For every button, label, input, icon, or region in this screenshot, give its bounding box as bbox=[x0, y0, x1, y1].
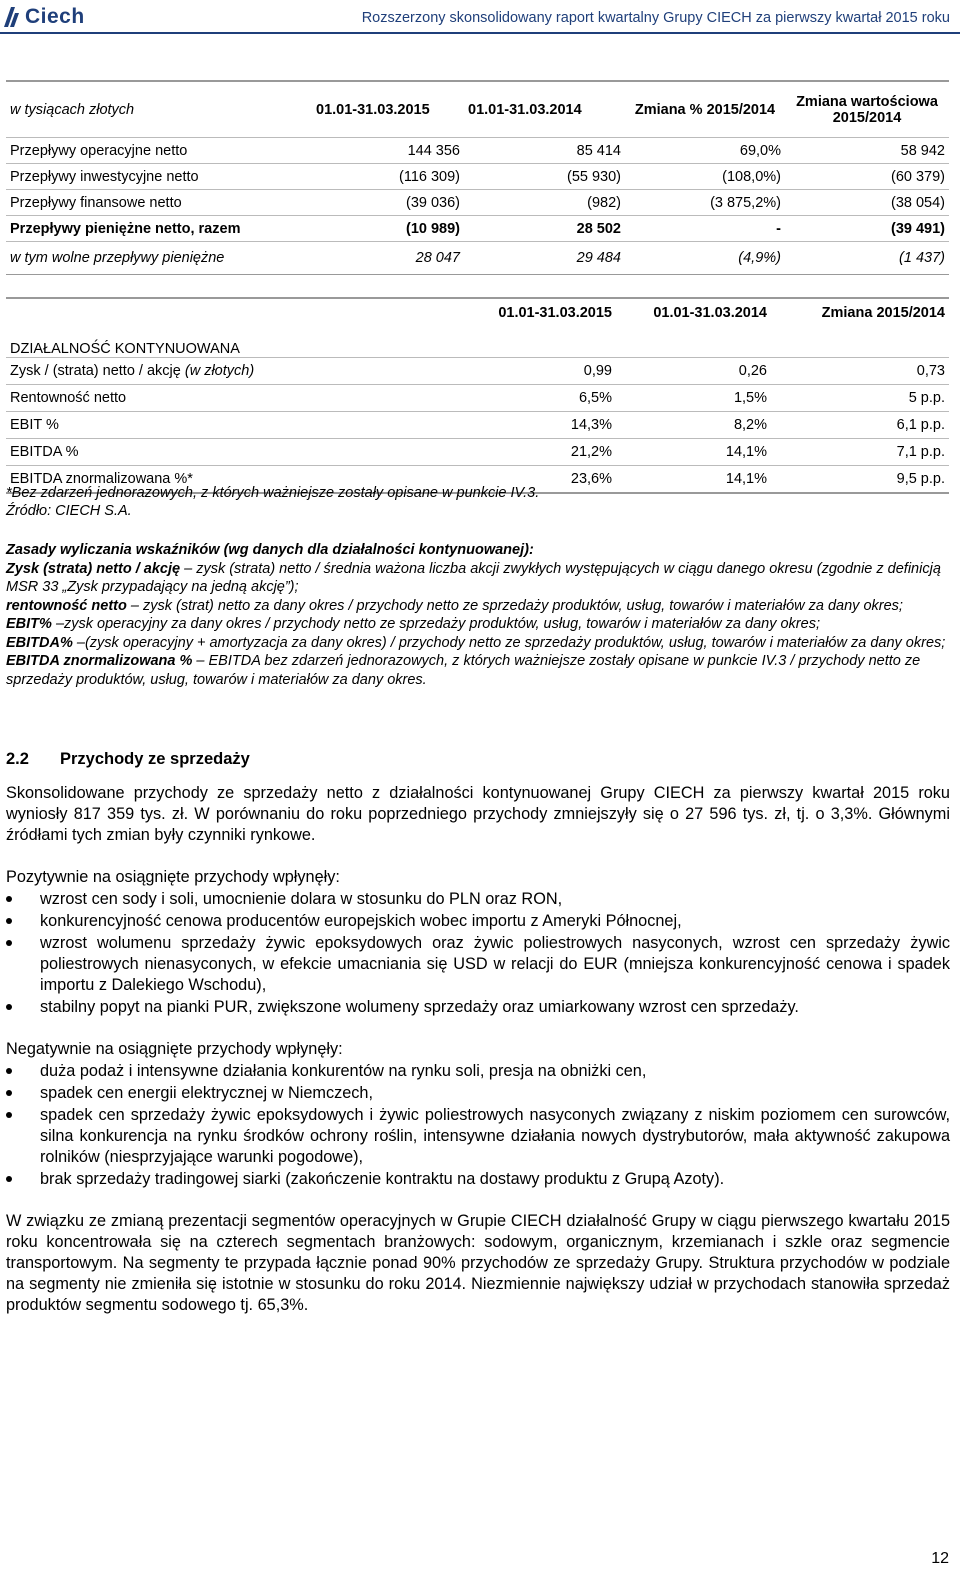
table-footnote: *Bez zdarzeń jednorazowych, z których ważniejsze zostały opisane w punkcie IV.3. bbox=[6, 485, 540, 501]
table-cell: 21,2% bbox=[466, 439, 616, 466]
table-header-unit: w tysiącach złotych bbox=[10, 101, 135, 118]
definition-item bbox=[6, 652, 950, 689]
table-cell: 28 047 bbox=[312, 242, 464, 275]
table-cell: 0,26 bbox=[616, 358, 771, 385]
intro-paragraph: Skonsolidowane przychody ze sprzedaży netto z działalności kontynuowanej Grupy CIECH za pierwszy kwartał 2015 roku wyniosły 817 359 tys. zł. W porównaniu do roku poprzedniego przychody zmniejszyły się o 27 596 tys. zł, tj. o 3,3%. Głównymi źródłami tych zmian były czynniki rynkowe. bbox=[6, 784, 950, 844]
table-cell: 29 484 bbox=[464, 242, 625, 275]
table-row bbox=[6, 412, 949, 439]
positive-list bbox=[6, 889, 950, 1019]
negative-list bbox=[6, 1061, 950, 1191]
list-item-text: wzrost cen sody i soli, umocnienie dolara w stosunku do PLN oraz RON, bbox=[40, 890, 563, 908]
table-header-col: Zmiana 2015/2014 bbox=[821, 305, 945, 321]
table-cell: (982) bbox=[464, 190, 625, 216]
positive-title: Pozytywnie na osiągnięte przychody wpłynęły: bbox=[6, 868, 340, 886]
section-title: Przychody ze sprzedaży bbox=[60, 750, 250, 768]
definition-text: –zysk operacyjny za dany okres / przychody netto ze sprzedaży produktów, usług, towarów i materiałów za dany okres; bbox=[51, 616, 820, 632]
closing-paragraph: W związku ze zmianą prezentacji segmentów operacyjnych w Grupie CIECH działalność Grupy w ciągu pierwszego kwartału 2015 roku koncentrowała się na czterech segmentach branżowych: sodowym, organicznym, krzemianach i szkle oraz segmencie transportowym. Na segmenty te przypada łącznie ponad 90% przychodów ze sprzedaży Grupy. Struktura przychodów w podziale na segmenty nie zmieniła się istotnie w stosunku do roku 2014. Niezmiennie największy udział w przychodach stanowiła sprzedaż produktów segmentu sodowego tj. 65,3%. bbox=[6, 1212, 950, 1314]
table-cell: 7,1 p.p. bbox=[771, 439, 949, 466]
table-row-free-cashflow bbox=[6, 242, 949, 275]
table-cell: (10 989) bbox=[312, 216, 464, 242]
page-header bbox=[0, 0, 960, 36]
table-cell: EBITDA znormalizowana %* bbox=[6, 466, 466, 494]
table-cell: 0,99 bbox=[466, 358, 616, 385]
cashflow-table bbox=[6, 80, 949, 275]
definition-term: EBITDA znormalizowana % bbox=[6, 653, 193, 669]
list-item bbox=[6, 1061, 950, 1082]
table-header-col: Zmiana wartościowa 2015/2014 bbox=[796, 93, 938, 126]
table-cell: 58 942 bbox=[785, 138, 949, 164]
definitions-block bbox=[6, 541, 950, 689]
table-cell: 1,5% bbox=[616, 385, 771, 412]
table-cell: 0,73 bbox=[771, 358, 949, 385]
table-cell: Przepływy inwestycyjne netto bbox=[6, 164, 312, 190]
section-heading bbox=[6, 750, 250, 769]
table-cell: 85 414 bbox=[464, 138, 625, 164]
table-header-col: 01.01-31.03.2014 bbox=[653, 305, 767, 321]
table-cell: (116 309) bbox=[312, 164, 464, 190]
table-header-col: 01.01-31.03.2014 bbox=[468, 101, 582, 118]
table-cell: 28 502 bbox=[464, 216, 625, 242]
logo-text: Ciech bbox=[25, 5, 85, 28]
table-header-row bbox=[6, 298, 949, 327]
list-item bbox=[6, 1169, 950, 1190]
table-row bbox=[6, 385, 949, 412]
definition-term: rentowność netto bbox=[6, 597, 127, 614]
table-cell: 14,1% bbox=[616, 439, 771, 466]
table-row bbox=[6, 439, 949, 466]
table-cell: (4,9%) bbox=[625, 242, 785, 275]
table-cell: EBITDA % bbox=[6, 439, 466, 466]
table-cell: (1 437) bbox=[785, 242, 949, 275]
definitions-title: Zasady wyliczania wskaźników (wg danych dla działalności kontynuowanej): bbox=[6, 542, 534, 558]
definition-item bbox=[6, 634, 950, 653]
eps-label: Zysk / (strata) netto / akcję bbox=[10, 363, 181, 379]
table-section-row bbox=[6, 327, 949, 358]
definition-text: – zysk (strata) netto / średnia ważona liczba akcji zwykłych występujących w ciągu danego okresu (zgodnie z definicją MSR 33 „Zysk przypadający na jedną akcję”); bbox=[6, 560, 941, 595]
table-cell: (55 930) bbox=[464, 164, 625, 190]
table-cell: - bbox=[625, 216, 785, 242]
list-item bbox=[6, 911, 950, 932]
table-row bbox=[6, 358, 949, 385]
ratios-table bbox=[6, 297, 949, 494]
ciech-logo-icon bbox=[4, 7, 22, 27]
table-header-blank bbox=[6, 298, 466, 327]
table-cell bbox=[6, 358, 466, 385]
page-number: 12 bbox=[931, 1550, 949, 1567]
table-cell: 6,5% bbox=[466, 385, 616, 412]
definition-text: –(zysk operacyjny + amortyzacja za dany okres) / przychody netto ze sprzedaży produktów, usług, towarów i materiałów za dany okres; bbox=[72, 634, 946, 651]
table-cell: 5 p.p. bbox=[771, 385, 949, 412]
definition-term: EBIT% bbox=[6, 616, 52, 632]
definition-text: – zysk (strat) netto za dany okres / przychody netto ze sprzedaży produktów, usług, towarów i materiałów za dany okres; bbox=[126, 597, 903, 614]
bullet-icon bbox=[6, 896, 12, 902]
table-row-total bbox=[6, 216, 949, 242]
table-row bbox=[6, 164, 949, 190]
table-cell: (39 036) bbox=[312, 190, 464, 216]
definition-item bbox=[6, 615, 950, 634]
table-cell: 14,1% bbox=[616, 466, 771, 494]
list-item-text: brak sprzedaży tradingowej siarki (zakończenie kontraktu na dostawy produktu z Grupą Azoty). bbox=[40, 1170, 725, 1188]
bullet-icon bbox=[6, 1004, 12, 1010]
eps-unit: (w złotych) bbox=[184, 363, 255, 379]
table-header-row bbox=[6, 81, 949, 138]
table-cell: Przepływy pieniężne netto, razem bbox=[6, 216, 312, 242]
bullet-icon bbox=[6, 940, 12, 946]
table-cell: 9,5 p.p. bbox=[771, 466, 949, 494]
bullet-icon bbox=[6, 1068, 12, 1074]
table-source: Źródło: CIECH S.A. bbox=[6, 503, 132, 519]
table-cell: (108,0%) bbox=[625, 164, 785, 190]
list-item-text: wzrost wolumenu sprzedaży żywic epoksydowych oraz żywic poliestrowych nasyconych, wzrost cen sprzedaży żywic poliestrowych nienasyconych, w efekcie umacniania się USD w relacji do EUR (mniejsza konkurencyjność cenowa i spadek importu z Dalekiego Wschodu), bbox=[40, 934, 950, 994]
table-cell: w tym wolne przepływy pieniężne bbox=[6, 242, 312, 275]
list-item bbox=[6, 997, 950, 1018]
definition-text: – EBITDA bez zdarzeń jednorazowych, z których ważniejsze zostały opisane w punkcie IV.3 / przychody netto ze sprzedaży produktów, usług, towarów i materiałów za dany okres. bbox=[6, 653, 921, 688]
definition-term: EBITDA% bbox=[6, 634, 73, 651]
negative-title: Negatywnie na osiągnięte przychody wpłynęły: bbox=[6, 1040, 343, 1058]
section-number: 2.2 bbox=[6, 750, 29, 768]
table-cell: (3 875,2%) bbox=[625, 190, 785, 216]
table-cell: (39 491) bbox=[785, 216, 949, 242]
table-cell: 23,6% bbox=[466, 466, 616, 494]
list-item-text: stabilny popyt na pianki PUR, zwiększone wolumeny sprzedaży oraz umiarkowany wzrost cen sprzedaży. bbox=[40, 998, 799, 1016]
list-item bbox=[6, 933, 950, 996]
table-cell: 6,1 p.p. bbox=[771, 412, 949, 439]
table-header-col: 01.01-31.03.2015 bbox=[316, 101, 430, 118]
section-label: DZIAŁALNOŚĆ KONTYNUOWANA bbox=[6, 327, 466, 358]
list-item bbox=[6, 1083, 950, 1104]
definition-item bbox=[6, 560, 950, 597]
table-cell: (38 054) bbox=[785, 190, 949, 216]
table-cell: (60 379) bbox=[785, 164, 949, 190]
table-cell: Przepływy operacyjne netto bbox=[6, 138, 312, 164]
list-item-text: konkurencyjność cenowa producentów europejskich wobec importu z Ameryki Północnej, bbox=[40, 912, 682, 930]
bullet-icon bbox=[6, 1176, 12, 1182]
bullet-icon bbox=[6, 918, 12, 924]
table-header-col: Zmiana % 2015/2014 bbox=[634, 101, 776, 118]
list-item-text: duża podaż i intensywne działania konkurentów na rynku soli, presja na obniżki cen, bbox=[40, 1062, 647, 1080]
list-item-text: spadek cen energii elektrycznej w Niemczech, bbox=[40, 1084, 374, 1102]
definition-item bbox=[6, 597, 950, 616]
ciech-logo bbox=[4, 6, 85, 28]
list-item bbox=[6, 1105, 950, 1168]
header-divider bbox=[0, 32, 960, 34]
table-cell: Przepływy finansowe netto bbox=[6, 190, 312, 216]
table-cell: 8,2% bbox=[616, 412, 771, 439]
definition-term: Zysk (strata) netto / akcję bbox=[6, 560, 181, 577]
table-cell: 69,0% bbox=[625, 138, 785, 164]
table-cell: 144 356 bbox=[312, 138, 464, 164]
table-row bbox=[6, 138, 949, 164]
table-cell: Rentowność netto bbox=[6, 385, 466, 412]
list-item-text: spadek cen sprzedaży żywic epoksydowych i żywic poliestrowych nasyconych związany z niskim poziomem cen surowców, silna konkurencja na rynku środków ochrony roślin, intensywne działania nowych dystrybutorów, mała aktywność zakupowa rolników (niesprzyjające warunki pogodowe), bbox=[40, 1106, 950, 1166]
table-cell: EBIT % bbox=[6, 412, 466, 439]
table-cell: 14,3% bbox=[466, 412, 616, 439]
list-item bbox=[6, 889, 950, 910]
bullet-icon bbox=[6, 1090, 12, 1096]
table-row bbox=[6, 190, 949, 216]
table-header-col: 01.01-31.03.2015 bbox=[498, 305, 612, 321]
report-title: Rozszerzony skonsolidowany raport kwartalny Grupy CIECH za pierwszy kwartał 2015 roku bbox=[361, 10, 950, 26]
bullet-icon bbox=[6, 1112, 12, 1118]
